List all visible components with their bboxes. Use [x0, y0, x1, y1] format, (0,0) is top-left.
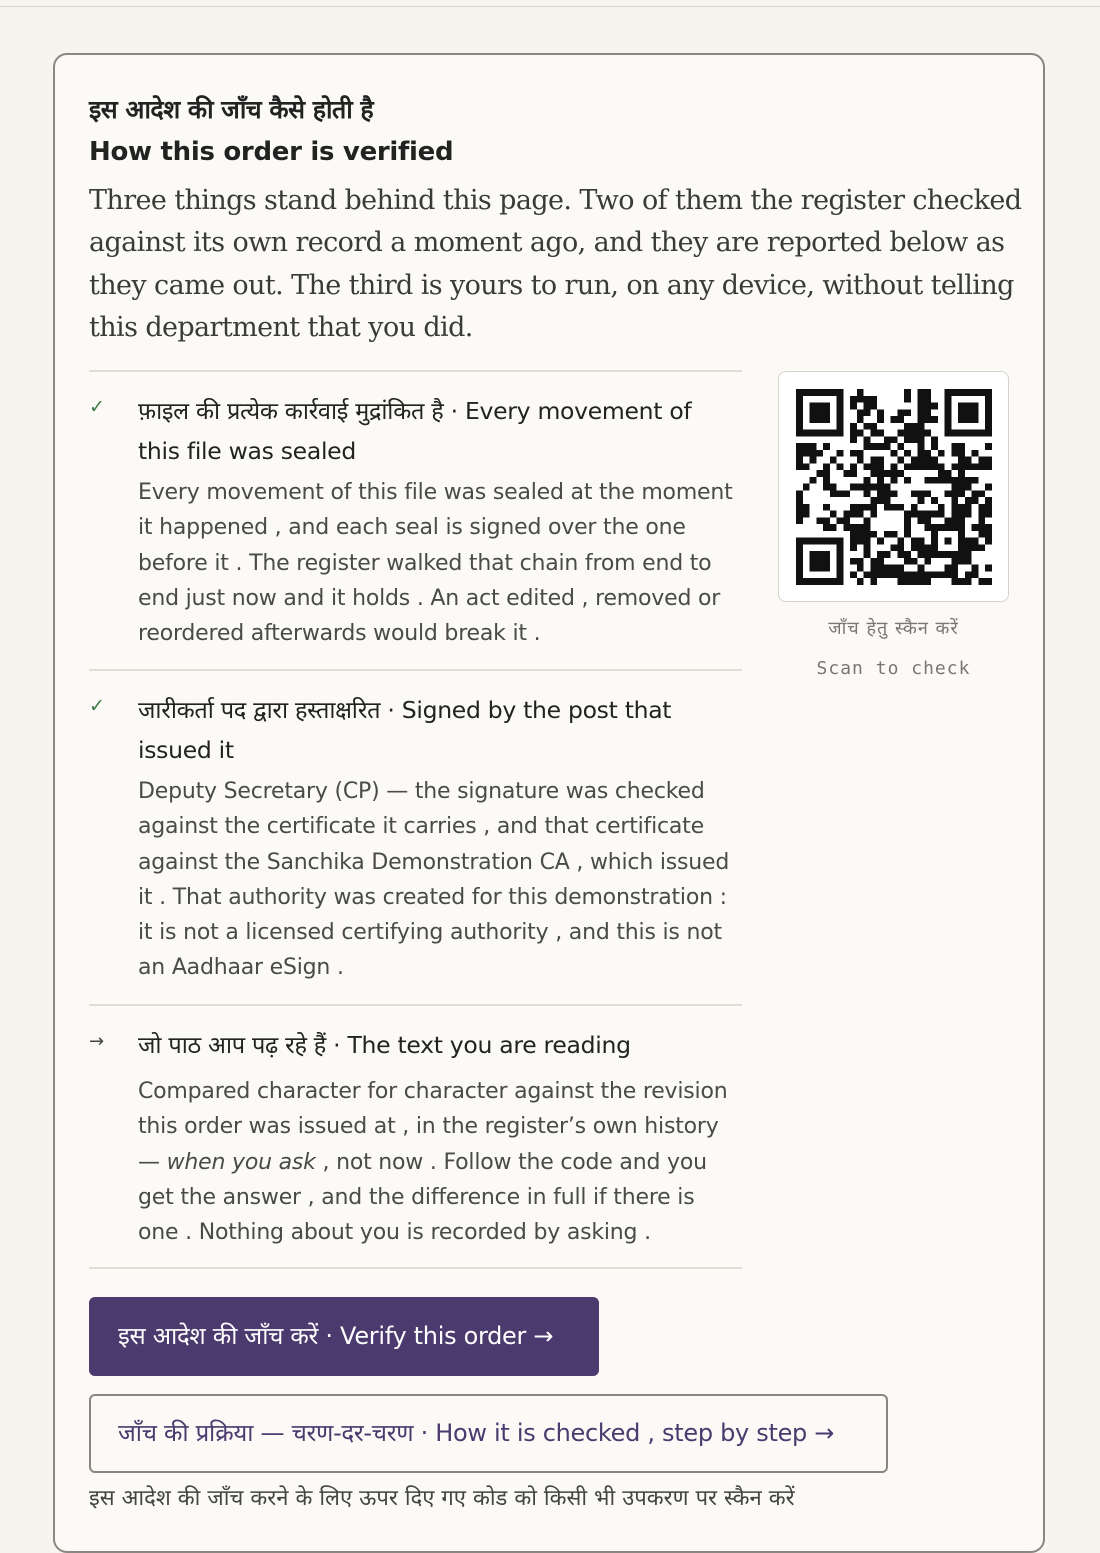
- intro-paragraph: Three things stand behind this page. Two of them the register checked against its own record a moment ago, and they are reported below as they came out. The third is yours to run, on any device, without telling this department that you did.: [89, 185, 1022, 343]
- arrow-right-icon: →: [89, 1031, 105, 1052]
- check-icon: ✓: [89, 396, 105, 418]
- qr-caption-english: Scan to check: [816, 658, 971, 679]
- check-body-signed: Deputy Secretary (CP) — the signature was checked against the certificate it carries , and that certificate against the Sanchika Demonstration CA , which issued it . That authority was created for this demonstration : it is not a licensed certifying authority , and this is not an Aadhaar eSign .: [138, 779, 730, 981]
- divider: [89, 669, 742, 671]
- top-divider: [0, 6, 1100, 7]
- verify-order-button[interactable]: इस आदेश की जाँच करें · Verify this order →: [89, 1297, 599, 1376]
- qr-code[interactable]: [778, 371, 1009, 602]
- heading-hindi: इस आदेश की जाँच कैसे होती है: [89, 95, 374, 124]
- body-text: Compared character for character against the revision this order was issued at , in the register’s own history —: [138, 1079, 728, 1175]
- check-title-text: जो पाठ आप पढ़ रहे हैं · The text you are reading: [138, 1031, 631, 1059]
- check-body-sealed: Every movement of this file was sealed at the moment it happened , and each seal is signed over the one before it . The register walked that chain from end to end just now and it holds . An act edited , removed or reordered afterwards would break it .: [138, 480, 733, 647]
- check-icon: ✓: [89, 695, 105, 717]
- divider: [89, 370, 742, 372]
- check-title-signed: जारीकर्ता पद द्वारा हस्ताक्षरित · Signed by the post that issued it: [138, 696, 672, 764]
- qr-code-icon: [796, 389, 992, 585]
- heading-english: How this order is verified: [89, 137, 454, 167]
- divider: [89, 1004, 742, 1006]
- divider: [89, 1267, 742, 1269]
- body-text: , not now . Follow the code and you get the answer , and the difference in full if there is one . Nothing about you is recorded by asking .: [138, 1149, 707, 1246]
- check-body-text: [138, 1074, 738, 1250]
- check-title-sealed: फ़ाइल की प्रत्येक कार्रवाई मुद्रांकित है · Every movement of this file was sealed: [138, 397, 692, 465]
- footer-text: इस आदेश की जाँच करने के लिए ऊपर दिए गए कोड को किसी भी उपकरण पर स्कैन करें: [89, 1486, 795, 1511]
- how-it-is-checked-button[interactable]: जाँच की प्रक्रिया — चरण-दर-चरण · How it is checked , step by step →: [89, 1394, 888, 1473]
- footer-text-partial: [89, 1486, 1024, 1511]
- body-emphasis: when you ask: [166, 1149, 316, 1175]
- qr-caption-hindi: जाँच हेतु स्कैन करें: [828, 618, 959, 639]
